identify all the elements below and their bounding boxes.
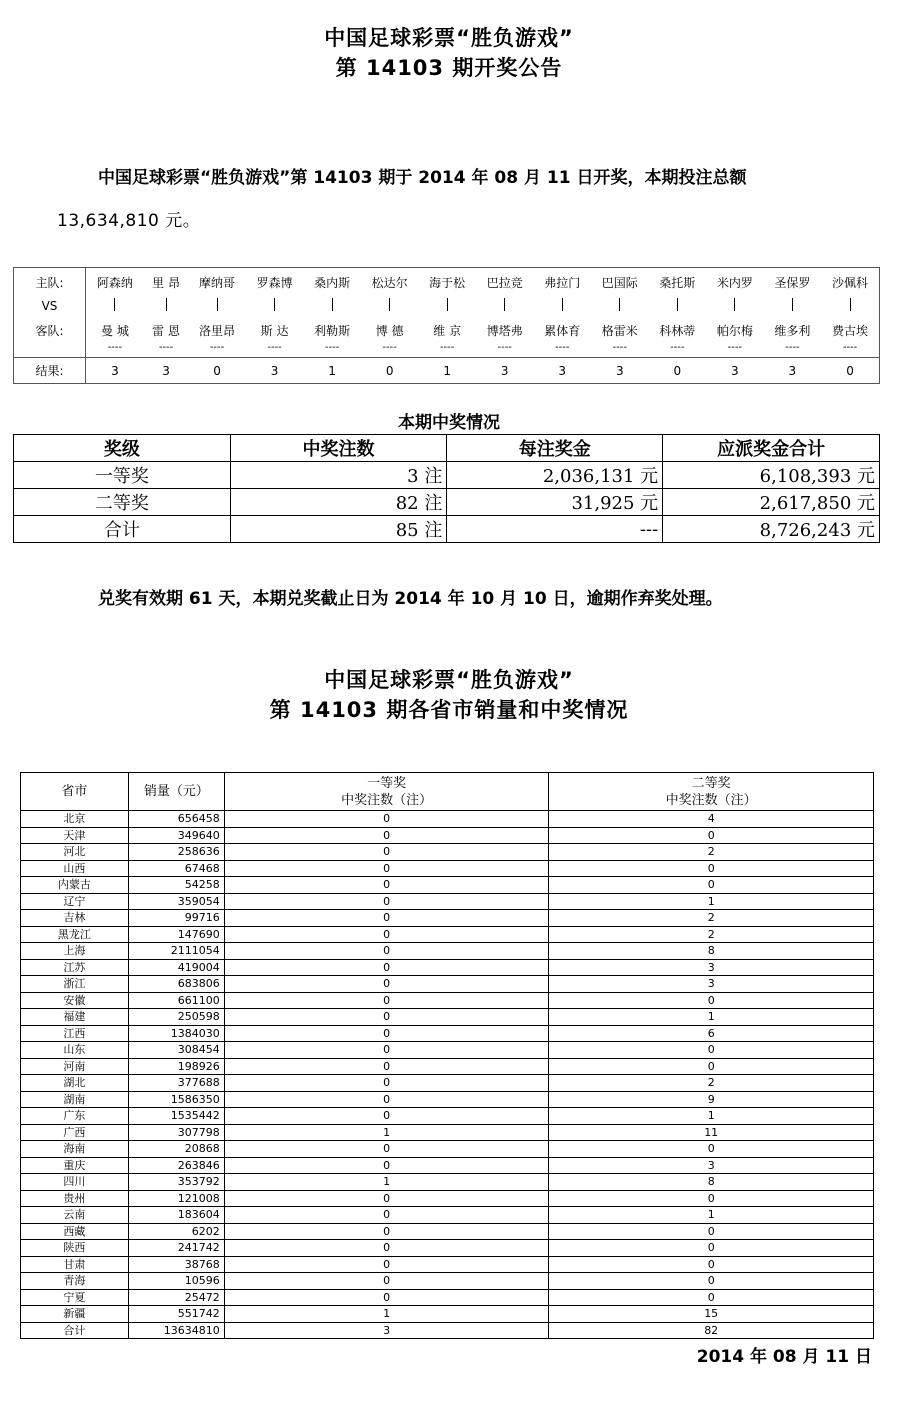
- away-team: 格雷米: [601, 324, 638, 338]
- vs-bar: [447, 298, 448, 311]
- match-result: 3: [591, 358, 649, 384]
- prize-count: 85 注: [230, 516, 447, 543]
- province-row: [21, 1025, 874, 1042]
- province-second-prize: 0: [549, 1273, 874, 1290]
- province-sales: 683806: [128, 976, 224, 993]
- province-second-prize: 2: [549, 844, 874, 861]
- province-name: 西藏: [21, 1223, 129, 1240]
- province-row: [21, 1157, 874, 1174]
- province-first-prize: 0: [224, 1256, 549, 1273]
- province-sales: 1535442: [128, 1108, 224, 1125]
- vs-row: [14, 294, 880, 318]
- province-row: [21, 910, 874, 927]
- province-first-prize: 1: [224, 1306, 549, 1323]
- home-team: 巴拉竞: [486, 276, 523, 291]
- vs-marker: [246, 294, 304, 318]
- province-first-prize: 1: [224, 1124, 549, 1141]
- home-team-row: [14, 268, 880, 294]
- vs-marker: [188, 294, 246, 318]
- province-row: [21, 1207, 874, 1224]
- vs-marker: [476, 294, 534, 318]
- province-first-prize: 0: [224, 877, 549, 894]
- province-row: [21, 844, 874, 861]
- province-first-prize: 0: [224, 910, 549, 927]
- province-second-prize: 3: [549, 1157, 874, 1174]
- prize-level: 合计: [14, 516, 231, 543]
- vs-bar: [217, 298, 218, 311]
- province-second-prize: 2: [549, 1075, 874, 1092]
- province-second-prize: 1: [549, 1207, 874, 1224]
- province-second-prize: 0: [549, 1190, 874, 1207]
- province-row: [21, 959, 874, 976]
- home-team: 海于松: [429, 276, 466, 291]
- first-prize-header-top: 一等奖: [367, 775, 407, 791]
- province-row: [21, 1124, 874, 1141]
- vs-label: VS: [14, 294, 86, 318]
- province-row: [21, 1190, 874, 1207]
- province-second-prize: 3: [549, 959, 874, 976]
- prize-per-ticket: 31,925 元: [447, 489, 663, 516]
- province-first-prize: 3: [224, 1322, 549, 1339]
- province-row: [21, 1240, 874, 1257]
- province-name: 山东: [21, 1042, 129, 1059]
- vs-marker: [533, 294, 591, 318]
- province-first-prize: 0: [224, 1141, 549, 1158]
- prize-total: 6,108,393 元: [663, 462, 880, 489]
- match-result: 3: [764, 358, 822, 384]
- province-second-prize: 2: [549, 926, 874, 943]
- vs-bar: [332, 298, 333, 311]
- province-sales: 99716: [128, 910, 224, 927]
- vs-marker: [821, 294, 879, 318]
- province-first-prize: 0: [224, 1207, 549, 1224]
- team-separator: ----: [612, 341, 627, 353]
- province-second-prize: 82: [549, 1322, 874, 1339]
- province-name: 海南: [21, 1141, 129, 1158]
- province-row: [21, 926, 874, 943]
- province-first-prize: 0: [224, 893, 549, 910]
- vs-bar: [850, 298, 851, 311]
- vs-marker: [649, 294, 707, 318]
- province-first-prize: 0: [224, 1157, 549, 1174]
- away-team: 利勒斯: [314, 324, 351, 338]
- province-name: 河南: [21, 1058, 129, 1075]
- province-title: 中国足球彩票“胜负游戏”: [324, 668, 574, 692]
- home-team: 阿森纳: [96, 276, 133, 291]
- vs-bar: [562, 298, 563, 311]
- province-second-prize: 1: [549, 893, 874, 910]
- province-first-prize: 0: [224, 1223, 549, 1240]
- province-sales: 661100: [128, 992, 224, 1009]
- province-row: [21, 860, 874, 877]
- province-first-prize: 0: [224, 1091, 549, 1108]
- province-sales: 2111054: [128, 943, 224, 960]
- intro-line-2: 13,634,810 元。: [57, 211, 201, 231]
- prize-per-ticket: 2,036,131 元: [447, 462, 663, 489]
- province-row: [21, 1141, 874, 1158]
- province-header: 省市: [21, 773, 129, 811]
- province-first-prize: 1: [224, 1174, 549, 1191]
- home-team: 里 昂: [152, 276, 180, 291]
- province-sales: 54258: [128, 877, 224, 894]
- province-row: [21, 1322, 874, 1339]
- province-name: 山西: [21, 860, 129, 877]
- province-second-prize: 3: [549, 976, 874, 993]
- province-sales: 121008: [128, 1190, 224, 1207]
- province-second-prize: 0: [549, 1223, 874, 1240]
- home-team: 罗森博: [256, 276, 293, 291]
- province-sales: 241742: [128, 1240, 224, 1257]
- province-first-prize: 0: [224, 1289, 549, 1306]
- team-separator: ----: [209, 341, 225, 353]
- footer-date: 2014 年 08 月 11 日: [696, 1347, 872, 1367]
- province-name: 宁夏: [21, 1289, 129, 1306]
- away-team: 博 德: [375, 324, 404, 338]
- prize-row: [14, 462, 880, 489]
- home-team: 摩纳哥: [199, 276, 236, 291]
- prize-header-count: 中奖注数: [230, 435, 447, 462]
- province-row: [21, 1075, 874, 1092]
- vs-bar: [166, 298, 167, 311]
- province-name: 上海: [21, 943, 129, 960]
- vs-marker: [418, 294, 476, 318]
- prize-section-title: 本期中奖情况: [398, 413, 500, 433]
- separator-row: [14, 344, 880, 358]
- province-name: 安徽: [21, 992, 129, 1009]
- sales-header: 销量（元）: [128, 773, 224, 811]
- province-second-prize: 6: [549, 1025, 874, 1042]
- province-row: [21, 877, 874, 894]
- province-name: 黑龙江: [21, 926, 129, 943]
- province-sales: 359054: [128, 893, 224, 910]
- vs-marker: [303, 294, 361, 318]
- team-separator: ----: [497, 341, 512, 353]
- team-separator: ----: [842, 341, 858, 353]
- province-name: 陕西: [21, 1240, 129, 1257]
- match-result: 3: [246, 358, 304, 384]
- province-first-prize: 0: [224, 827, 549, 844]
- away-team: 维 京: [433, 324, 462, 338]
- province-name: 内蒙古: [21, 877, 129, 894]
- province-first-prize: 0: [224, 926, 549, 943]
- province-name: 河北: [21, 844, 129, 861]
- prize-total: 8,726,243 元: [663, 516, 880, 543]
- vs-marker: [86, 294, 144, 318]
- province-second-prize: 0: [549, 1240, 874, 1257]
- province-second-prize: 4: [549, 811, 874, 828]
- team-separator: ----: [382, 341, 397, 353]
- match-result: 1: [418, 358, 476, 384]
- vs-marker: [764, 294, 822, 318]
- province-second-prize: 2: [549, 910, 874, 927]
- province-first-prize: 0: [224, 844, 549, 861]
- prize-row: [14, 516, 880, 543]
- province-first-prize: 0: [224, 976, 549, 993]
- prize-row: [14, 489, 880, 516]
- province-first-prize: 0: [224, 860, 549, 877]
- province-sales: 250598: [128, 1009, 224, 1026]
- province-name: 湖南: [21, 1091, 129, 1108]
- province-name: 云南: [21, 1207, 129, 1224]
- team-separator: ----: [785, 341, 800, 353]
- province-name: 贵州: [21, 1190, 129, 1207]
- province-name: 天津: [21, 827, 129, 844]
- province-name: 青海: [21, 1273, 129, 1290]
- province-second-prize: 1: [549, 1009, 874, 1026]
- away-team: 科林蒂: [659, 324, 696, 338]
- home-team: 巴国际: [601, 276, 638, 291]
- province-sales: 377688: [128, 1075, 224, 1092]
- team-separator: ----: [267, 341, 282, 353]
- home-team: 沙佩科: [832, 276, 869, 291]
- province-sales: 263846: [128, 1157, 224, 1174]
- province-row: [21, 976, 874, 993]
- province-first-prize: 0: [224, 943, 549, 960]
- province-sales: 258636: [128, 844, 224, 861]
- away-team: 累体育: [544, 324, 581, 338]
- away-label: 客队:: [14, 318, 86, 344]
- province-second-prize: 1: [549, 1108, 874, 1125]
- province-row: [21, 1273, 874, 1290]
- match-table: [13, 267, 880, 384]
- province-second-prize: 0: [549, 992, 874, 1009]
- match-result: 1: [303, 358, 361, 384]
- province-first-prize: 0: [224, 1108, 549, 1125]
- announcement-subtitle: 第 14103 期开奖公告: [335, 56, 563, 80]
- province-name: 辽宁: [21, 893, 129, 910]
- team-separator: ----: [158, 341, 174, 353]
- province-sales: 551742: [128, 1306, 224, 1323]
- province-sales: 1384030: [128, 1025, 224, 1042]
- province-second-prize: 8: [549, 943, 874, 960]
- province-sales: 353792: [128, 1174, 224, 1191]
- province-name: 重庆: [21, 1157, 129, 1174]
- province-name: 江苏: [21, 959, 129, 976]
- province-name: 广西: [21, 1124, 129, 1141]
- province-sales: 419004: [128, 959, 224, 976]
- province-row: [21, 1108, 874, 1125]
- province-second-prize: 0: [549, 877, 874, 894]
- match-result: 3: [706, 358, 764, 384]
- prize-header-per: 每注奖金: [447, 435, 663, 462]
- province-sales: 147690: [128, 926, 224, 943]
- result-row: [14, 358, 880, 384]
- province-sales: 307798: [128, 1124, 224, 1141]
- province-name: 福建: [21, 1009, 129, 1026]
- home-label: 主队:: [14, 268, 86, 294]
- match-result: 3: [533, 358, 591, 384]
- home-team: 弗拉门: [544, 276, 581, 291]
- province-table: [20, 772, 874, 1339]
- province-first-prize: 0: [224, 1009, 549, 1026]
- province-header-row: [21, 773, 874, 811]
- province-second-prize: 0: [549, 827, 874, 844]
- province-sales: 25472: [128, 1289, 224, 1306]
- vs-marker: [361, 294, 419, 318]
- province-second-prize: 0: [549, 1141, 874, 1158]
- away-team: 维多利: [774, 324, 811, 338]
- province-name: 吉林: [21, 910, 129, 927]
- match-result: 0: [649, 358, 707, 384]
- away-team: 曼 城: [101, 324, 129, 338]
- match-result: 0: [188, 358, 246, 384]
- province-row: [21, 1174, 874, 1191]
- province-second-prize: 0: [549, 1289, 874, 1306]
- second-prize-header-top: 二等奖: [691, 775, 731, 791]
- team-separator: ----: [107, 341, 123, 353]
- province-first-prize: 0: [224, 1273, 549, 1290]
- first-prize-header: [224, 773, 549, 811]
- province-sales: 6202: [128, 1223, 224, 1240]
- province-second-prize: 0: [549, 1058, 874, 1075]
- intro-line-1: 中国足球彩票“胜负游戏”第 14103 期于 2014 年 08 月 11 日开奖，本期投注总额: [98, 168, 747, 188]
- province-row: [21, 943, 874, 960]
- province-sales: 10596: [128, 1273, 224, 1290]
- away-team: 雷 恩: [152, 324, 180, 338]
- announcement-title: 中国足球彩票“胜负游戏”: [324, 26, 574, 50]
- vs-marker: [591, 294, 649, 318]
- prize-count: 82 注: [230, 489, 447, 516]
- vs-bar: [677, 298, 678, 311]
- province-name: 四川: [21, 1174, 129, 1191]
- province-sales: 198926: [128, 1058, 224, 1075]
- home-team: 松达尔: [371, 276, 408, 291]
- vs-bar: [734, 298, 735, 311]
- province-second-prize: 0: [549, 1256, 874, 1273]
- result-label: 结果:: [14, 358, 86, 384]
- province-first-prize: 0: [224, 1190, 549, 1207]
- vs-bar: [619, 298, 620, 311]
- prize-header-total: 应派奖金合计: [663, 435, 880, 462]
- prize-level: 二等奖: [14, 489, 231, 516]
- prize-level: 一等奖: [14, 462, 231, 489]
- away-team: 洛里昂: [199, 324, 236, 338]
- province-second-prize: 9: [549, 1091, 874, 1108]
- prize-total: 2,617,850 元: [663, 489, 880, 516]
- province-sales: 349640: [128, 827, 224, 844]
- home-team: 圣保罗: [774, 276, 811, 291]
- team-separator: ----: [324, 341, 340, 353]
- province-second-prize: 8: [549, 1174, 874, 1191]
- team-separator: ----: [670, 341, 685, 353]
- province-name: 广东: [21, 1108, 129, 1125]
- match-result: 3: [144, 358, 188, 384]
- team-separator: ----: [727, 341, 743, 353]
- province-sales: 13634810: [128, 1322, 224, 1339]
- vs-bar: [792, 298, 793, 311]
- vs-bar: [389, 298, 390, 311]
- province-second-prize: 11: [549, 1124, 874, 1141]
- province-sales: 38768: [128, 1256, 224, 1273]
- province-sales: 1586350: [128, 1091, 224, 1108]
- province-sales: 656458: [128, 811, 224, 828]
- match-result: 3: [86, 358, 144, 384]
- province-first-prize: 0: [224, 1025, 549, 1042]
- province-sales: 308454: [128, 1042, 224, 1059]
- province-row: [21, 1058, 874, 1075]
- match-result: 0: [821, 358, 879, 384]
- province-name: 甘肃: [21, 1256, 129, 1273]
- first-prize-header-bottom: 中奖注数（注）: [341, 792, 433, 808]
- team-separator: ----: [439, 341, 455, 353]
- away-team-row: [14, 318, 880, 344]
- province-row: [21, 811, 874, 828]
- redemption-notice: 兑奖有效期 61 天，本期兑奖截止日为 2014 年 10 月 10 日，逾期作弃奖处理。: [98, 589, 723, 609]
- prize-table: [13, 434, 880, 543]
- team-separator: ----: [555, 341, 570, 353]
- match-result: 3: [476, 358, 534, 384]
- province-sales: 67468: [128, 860, 224, 877]
- province-name: 北京: [21, 811, 129, 828]
- prize-header-level: 奖级: [14, 435, 231, 462]
- province-name: 江西: [21, 1025, 129, 1042]
- province-subtitle: 第 14103 期各省市销量和中奖情况: [269, 698, 629, 722]
- province-row: [21, 1289, 874, 1306]
- province-second-prize: 0: [549, 1042, 874, 1059]
- province-row: [21, 1042, 874, 1059]
- home-team: 桑内斯: [314, 276, 351, 291]
- province-sales: 20868: [128, 1141, 224, 1158]
- province-second-prize: 0: [549, 860, 874, 877]
- away-team: 斯 达: [260, 324, 289, 338]
- province-row: [21, 1223, 874, 1240]
- province-second-prize: 15: [549, 1306, 874, 1323]
- second-prize-header: [549, 773, 874, 811]
- away-team: 帕尔梅: [716, 324, 753, 338]
- home-team: 米内罗: [716, 276, 753, 291]
- vs-marker: [706, 294, 764, 318]
- province-first-prize: 0: [224, 959, 549, 976]
- province-name: 新疆: [21, 1306, 129, 1323]
- vs-bar: [114, 298, 115, 311]
- province-first-prize: 0: [224, 1075, 549, 1092]
- prize-per-ticket: ---: [447, 516, 663, 543]
- province-row: [21, 1009, 874, 1026]
- province-row: [21, 893, 874, 910]
- province-sales: 183604: [128, 1207, 224, 1224]
- province-name: 浙江: [21, 976, 129, 993]
- province-first-prize: 0: [224, 1042, 549, 1059]
- province-row: [21, 827, 874, 844]
- province-first-prize: 0: [224, 811, 549, 828]
- away-team: 费古埃: [832, 324, 869, 338]
- province-row: [21, 992, 874, 1009]
- second-prize-header-bottom: 中奖注数（注）: [665, 792, 757, 808]
- province-name: 湖北: [21, 1075, 129, 1092]
- province-row: [21, 1091, 874, 1108]
- province-first-prize: 0: [224, 1240, 549, 1257]
- vs-marker: [144, 294, 188, 318]
- away-team: 博塔弗: [486, 324, 523, 338]
- vs-bar: [274, 298, 275, 311]
- province-first-prize: 0: [224, 1058, 549, 1075]
- prize-count: 3 注: [230, 462, 447, 489]
- province-row: [21, 1306, 874, 1323]
- province-name: 合计: [21, 1322, 129, 1339]
- vs-bar: [504, 298, 505, 311]
- prize-header-row: [14, 435, 880, 462]
- match-result: 0: [361, 358, 419, 384]
- province-row: [21, 1256, 874, 1273]
- home-team: 桑托斯: [659, 276, 696, 291]
- province-first-prize: 0: [224, 992, 549, 1009]
